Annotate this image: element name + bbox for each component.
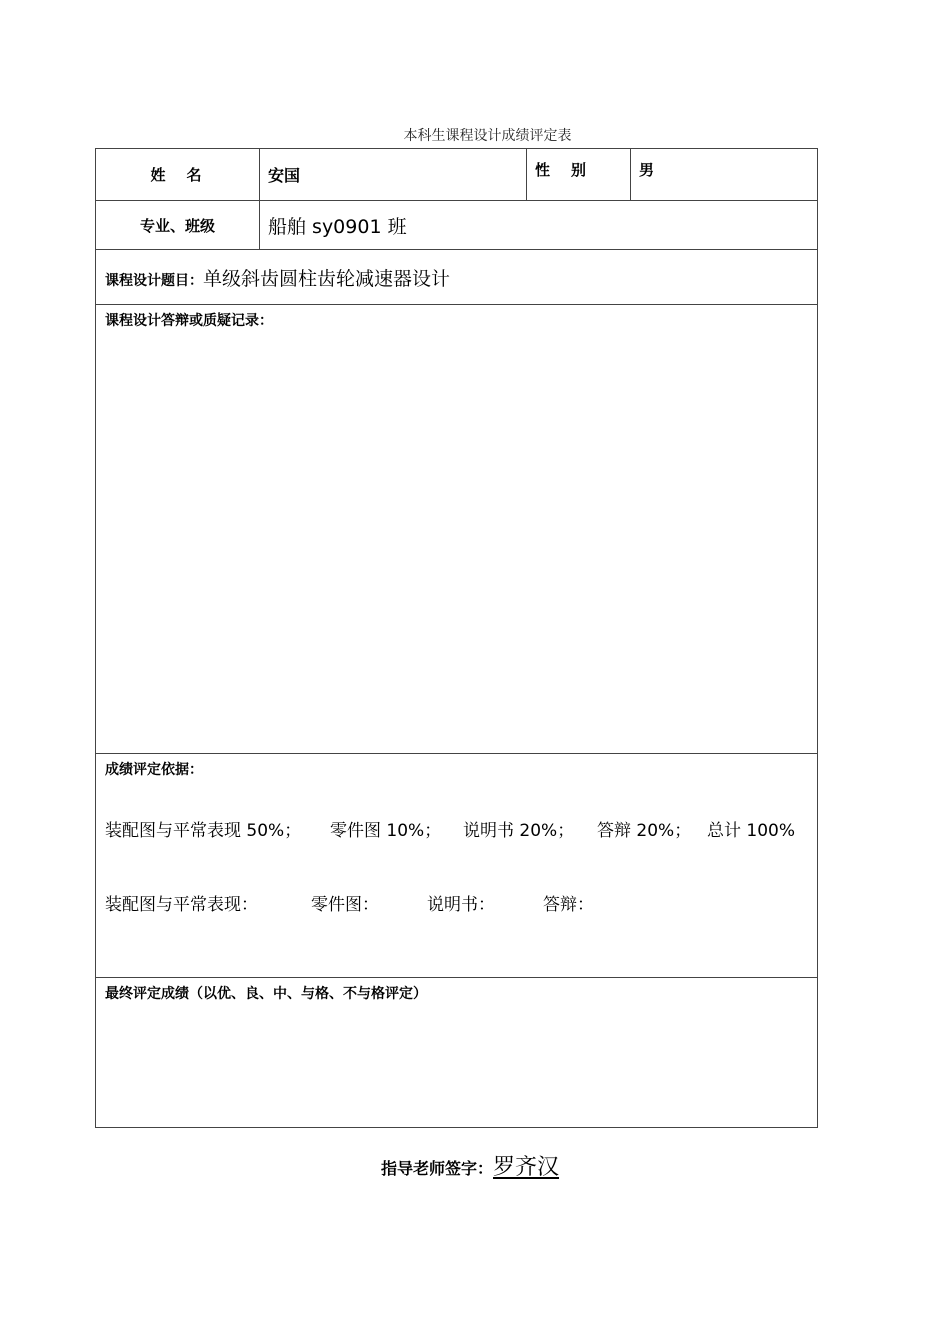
weight-parts: 零件图 10%； bbox=[330, 821, 442, 841]
topic-value: 单级斜齿圆柱齿轮减速器设计 bbox=[203, 267, 451, 290]
major-class-label: 专业、班级 bbox=[96, 201, 260, 250]
name-label: 姓 名 bbox=[150, 166, 205, 184]
weight-defense: 答辩 20%； bbox=[597, 821, 692, 841]
row-topic bbox=[96, 250, 818, 305]
grading-basis-cell bbox=[96, 754, 818, 978]
final-grade-cell bbox=[96, 978, 818, 1128]
signature-label: 指导老师签字： bbox=[381, 1159, 494, 1178]
defense-label: 课程设计答辩或质疑记录： bbox=[105, 313, 273, 329]
score-parts: 零件图： bbox=[311, 895, 379, 915]
row-name-gender bbox=[96, 149, 818, 201]
signature-name: 罗齐汉 bbox=[493, 1155, 560, 1180]
gender-label-cell bbox=[527, 149, 631, 201]
score-defense: 答辩： bbox=[543, 895, 594, 915]
document-title: 本科生课程设计成绩评定表 bbox=[403, 128, 572, 144]
topic-cell bbox=[96, 250, 818, 305]
major-class-value: 船舶 sy0901 班 bbox=[260, 201, 818, 250]
defense-record-cell bbox=[96, 305, 818, 754]
final-grade-label: 最终评定成绩（以优、良、中、与格、不与格评定） bbox=[105, 986, 427, 1002]
row-final-grade bbox=[96, 978, 818, 1128]
row-grading-basis bbox=[96, 754, 818, 978]
name-label-cell bbox=[96, 149, 260, 201]
row-defense-record bbox=[96, 305, 818, 754]
basis-label: 成绩评定依据： bbox=[105, 762, 203, 778]
score-assembly: 装配图与平常表现： bbox=[105, 895, 258, 915]
signature-area bbox=[381, 1150, 559, 1181]
gender-label: 性 别 bbox=[535, 161, 590, 179]
name-value: 安国 bbox=[260, 149, 527, 201]
weight-total: 总计 100% bbox=[707, 821, 796, 841]
topic-label: 课程设计题目： bbox=[105, 272, 203, 289]
score-manual: 说明书： bbox=[427, 895, 495, 915]
row-major-class bbox=[96, 201, 818, 250]
evaluation-form-table bbox=[95, 148, 818, 1128]
weight-manual: 说明书 20%； bbox=[463, 821, 575, 841]
weight-assembly: 装配图与平常表现 50%； bbox=[105, 821, 302, 841]
gender-value: 男 bbox=[631, 149, 818, 201]
